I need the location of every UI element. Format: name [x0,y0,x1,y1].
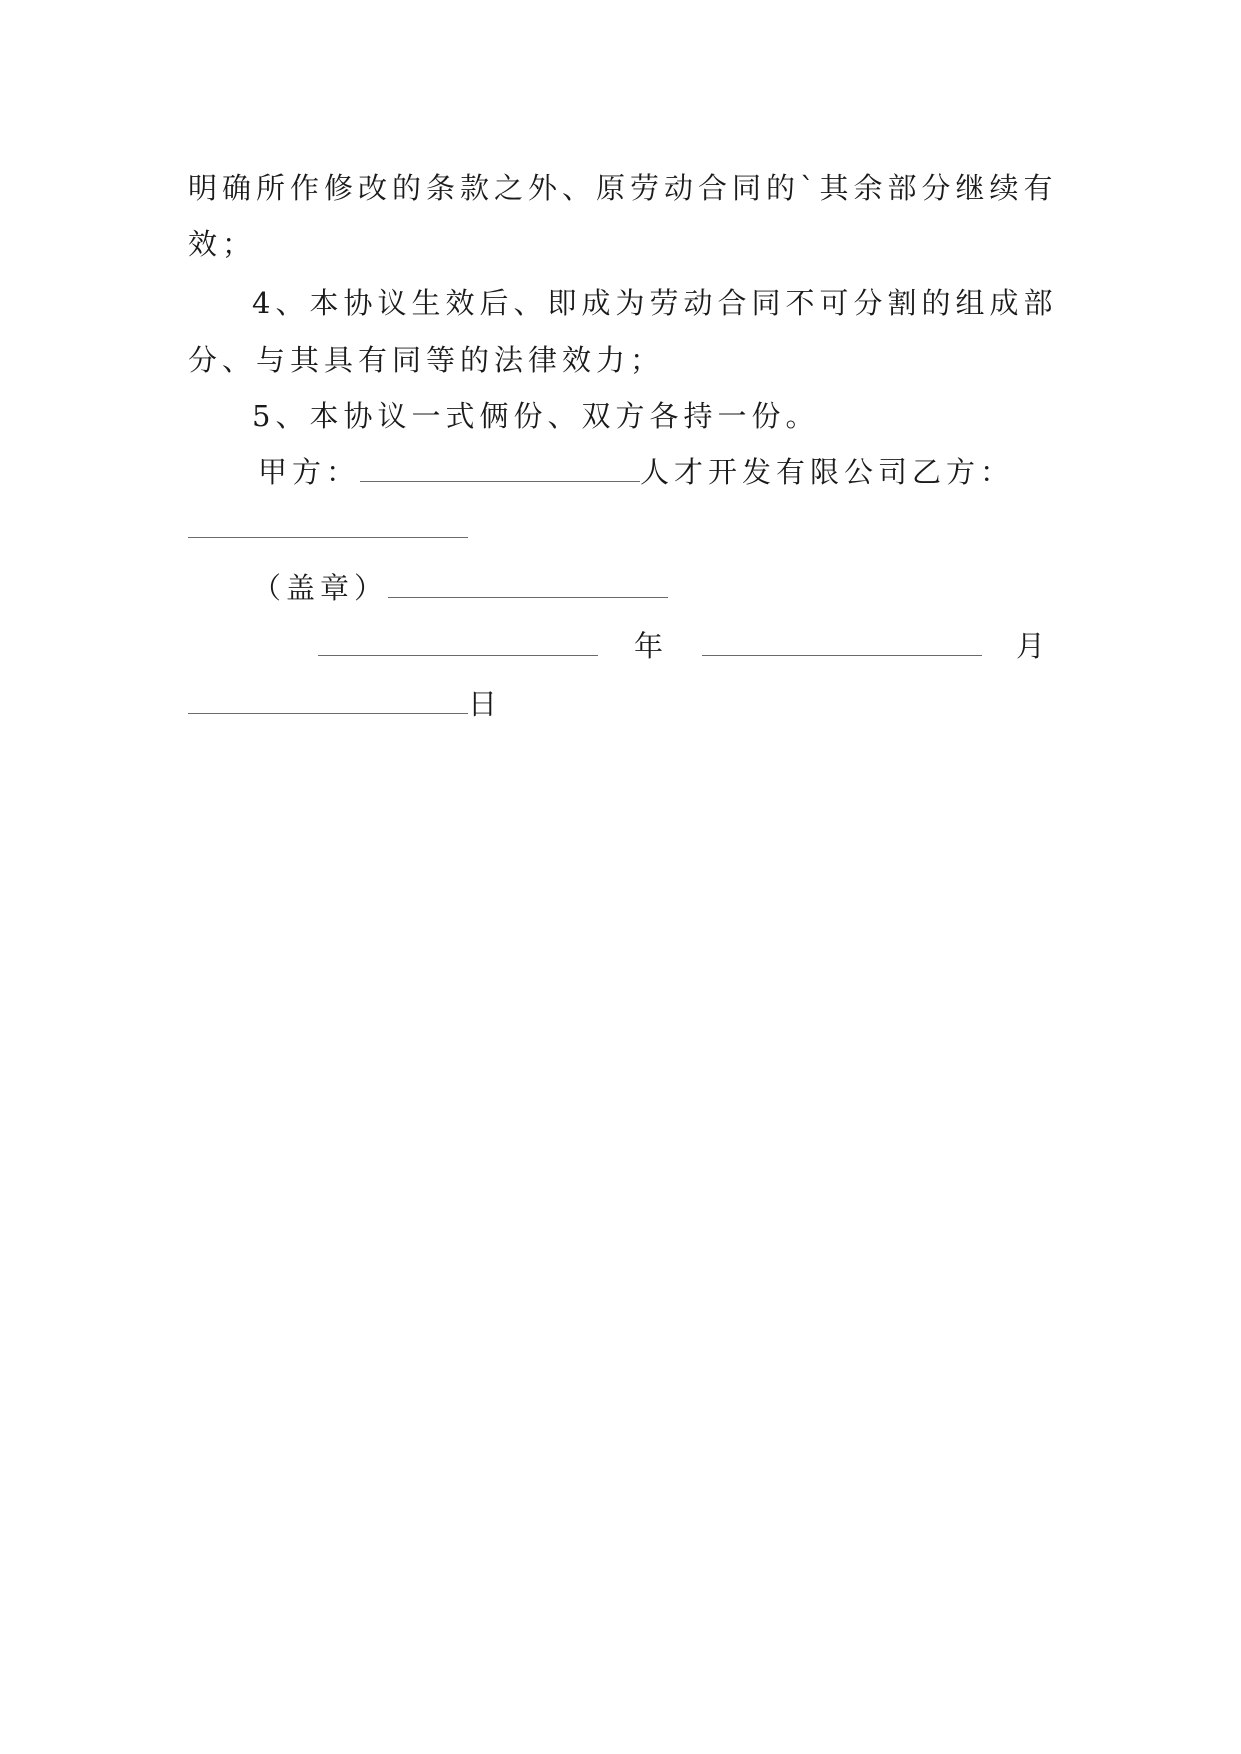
party-a-blank[interactable] [360,455,640,482]
clause-5-line: 5、本协议一式俩份、双方各持一份。 [252,399,820,433]
clause-4-line-1: 4、本协议生效后、即成为劳动合同不可分割的组成部 [252,286,1058,320]
clause-4-line-2: 分、与其具有同等的法律效力； [188,343,665,377]
seal-blank[interactable] [388,571,668,598]
day-line [188,684,502,724]
seal-line [252,568,668,608]
month-label: 月 [1016,629,1051,663]
day-blank[interactable] [188,687,468,714]
company-suffix: 人才开发有限公司乙方： [640,455,1015,489]
date-line [318,626,1050,666]
party-b-blank-line [188,508,468,548]
text-line-1: 明确所作修改的条款之外、原劳动合同的`其余部分继续有 [188,171,1058,205]
day-label: 日 [468,687,503,721]
party-b-blank[interactable] [188,511,468,538]
seal-label: （盖章） [252,571,389,605]
party-line [258,452,1014,492]
year-blank[interactable] [318,629,598,656]
text-line-2: 效； [188,227,257,261]
year-label: 年 [634,629,669,663]
month-blank[interactable] [702,629,982,656]
party-a-label: 甲方： [258,455,361,489]
